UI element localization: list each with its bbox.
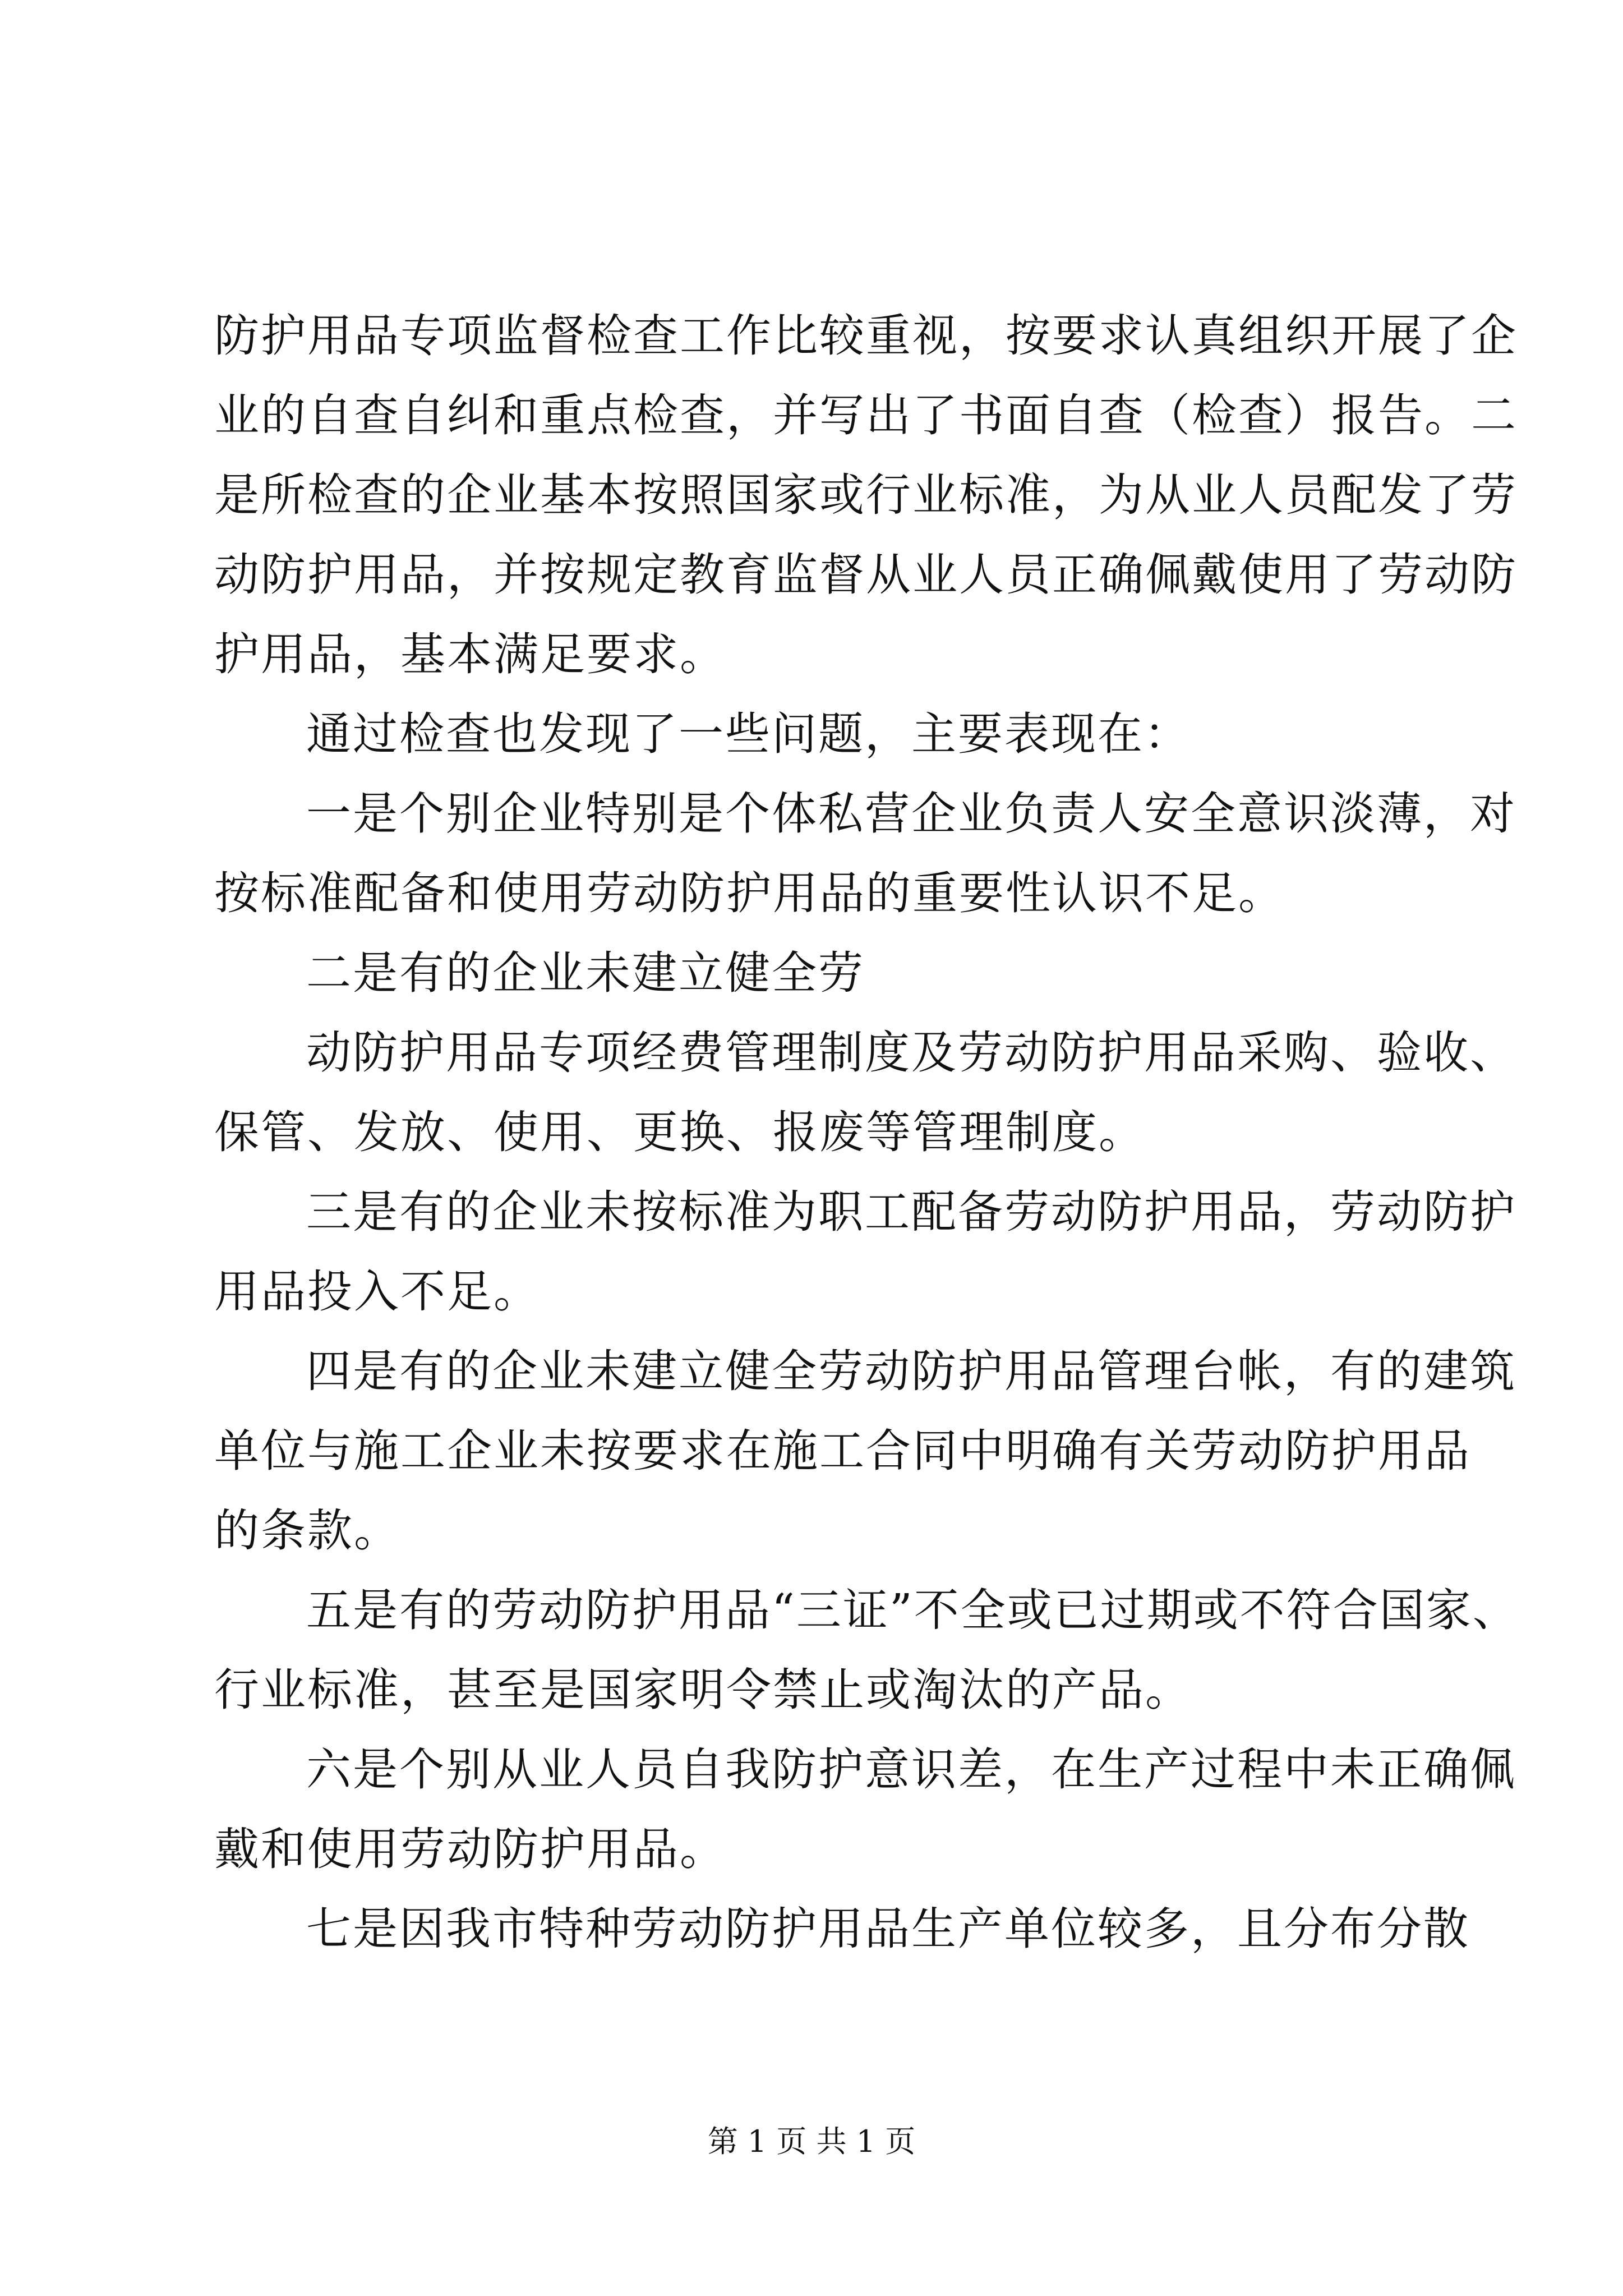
text-line: 一是个别企业特别是个体私营企业负责人安全意识淡薄，对 xyxy=(306,788,1516,840)
text-line: 业的自查自纠和重点检查，并写出了书面自查（检查）报告。二 xyxy=(214,389,1518,441)
text-line: 动防护用品专项经费管理制度及劳动防护用品采购、验收、 xyxy=(306,1027,1516,1079)
text-line: 是所检查的企业基本按照国家或行业标准，为从业人员配发了劳 xyxy=(214,469,1518,521)
text-line: 动防护用品，并按规定教育监督从业人员正确佩戴使用了劳动防 xyxy=(214,549,1518,601)
text-line: 七是因我市特种劳动防护用品生产单位较多，且分布分散 xyxy=(306,1903,1470,1955)
text-line: 用品投入不足。 xyxy=(214,1266,540,1318)
text-line: 的条款。 xyxy=(214,1504,400,1557)
text-line: 按标准配备和使用劳动防护用品的重要性认识不足。 xyxy=(214,867,1285,919)
text-line: 通过检查也发现了一些问题，主要表现在： xyxy=(306,708,1191,760)
text-line: 二是有的企业未建立健全劳 xyxy=(306,947,865,999)
text-line: 四是有的企业未建立健全劳动防护用品管理台帐，有的建筑 xyxy=(306,1345,1516,1397)
text-line: 单位与施工企业未按要求在施工合同中明确有关劳动防护用品 xyxy=(214,1425,1471,1477)
document-body xyxy=(214,296,1519,1969)
text-line: 防护用品专项监督检查工作比较重视，按要求认真组织开展了企 xyxy=(214,310,1518,362)
text-line: 三是有的企业未按标准为职工配备劳动防护用品，劳动防护 xyxy=(306,1186,1516,1238)
text-line: 六是个别从业人员自我防护意识差，在生产过程中未正确佩 xyxy=(306,1743,1516,1796)
page-footer: 第 1 页 共 1 页 xyxy=(707,2124,916,2159)
text-line: 护用品，基本满足要求。 xyxy=(214,628,726,680)
text-line: 行业标准，甚至是国家明令禁止或淘汰的产品。 xyxy=(214,1664,1192,1716)
text-line: 戴和使用劳动防护用品。 xyxy=(214,1823,726,1875)
text-line: 保管、发放、使用、更换、报废等管理制度。 xyxy=(214,1106,1145,1158)
text-line: 五是有的劳动防护用品“三证”不全或已过期或不符合国家、 xyxy=(306,1584,1519,1636)
